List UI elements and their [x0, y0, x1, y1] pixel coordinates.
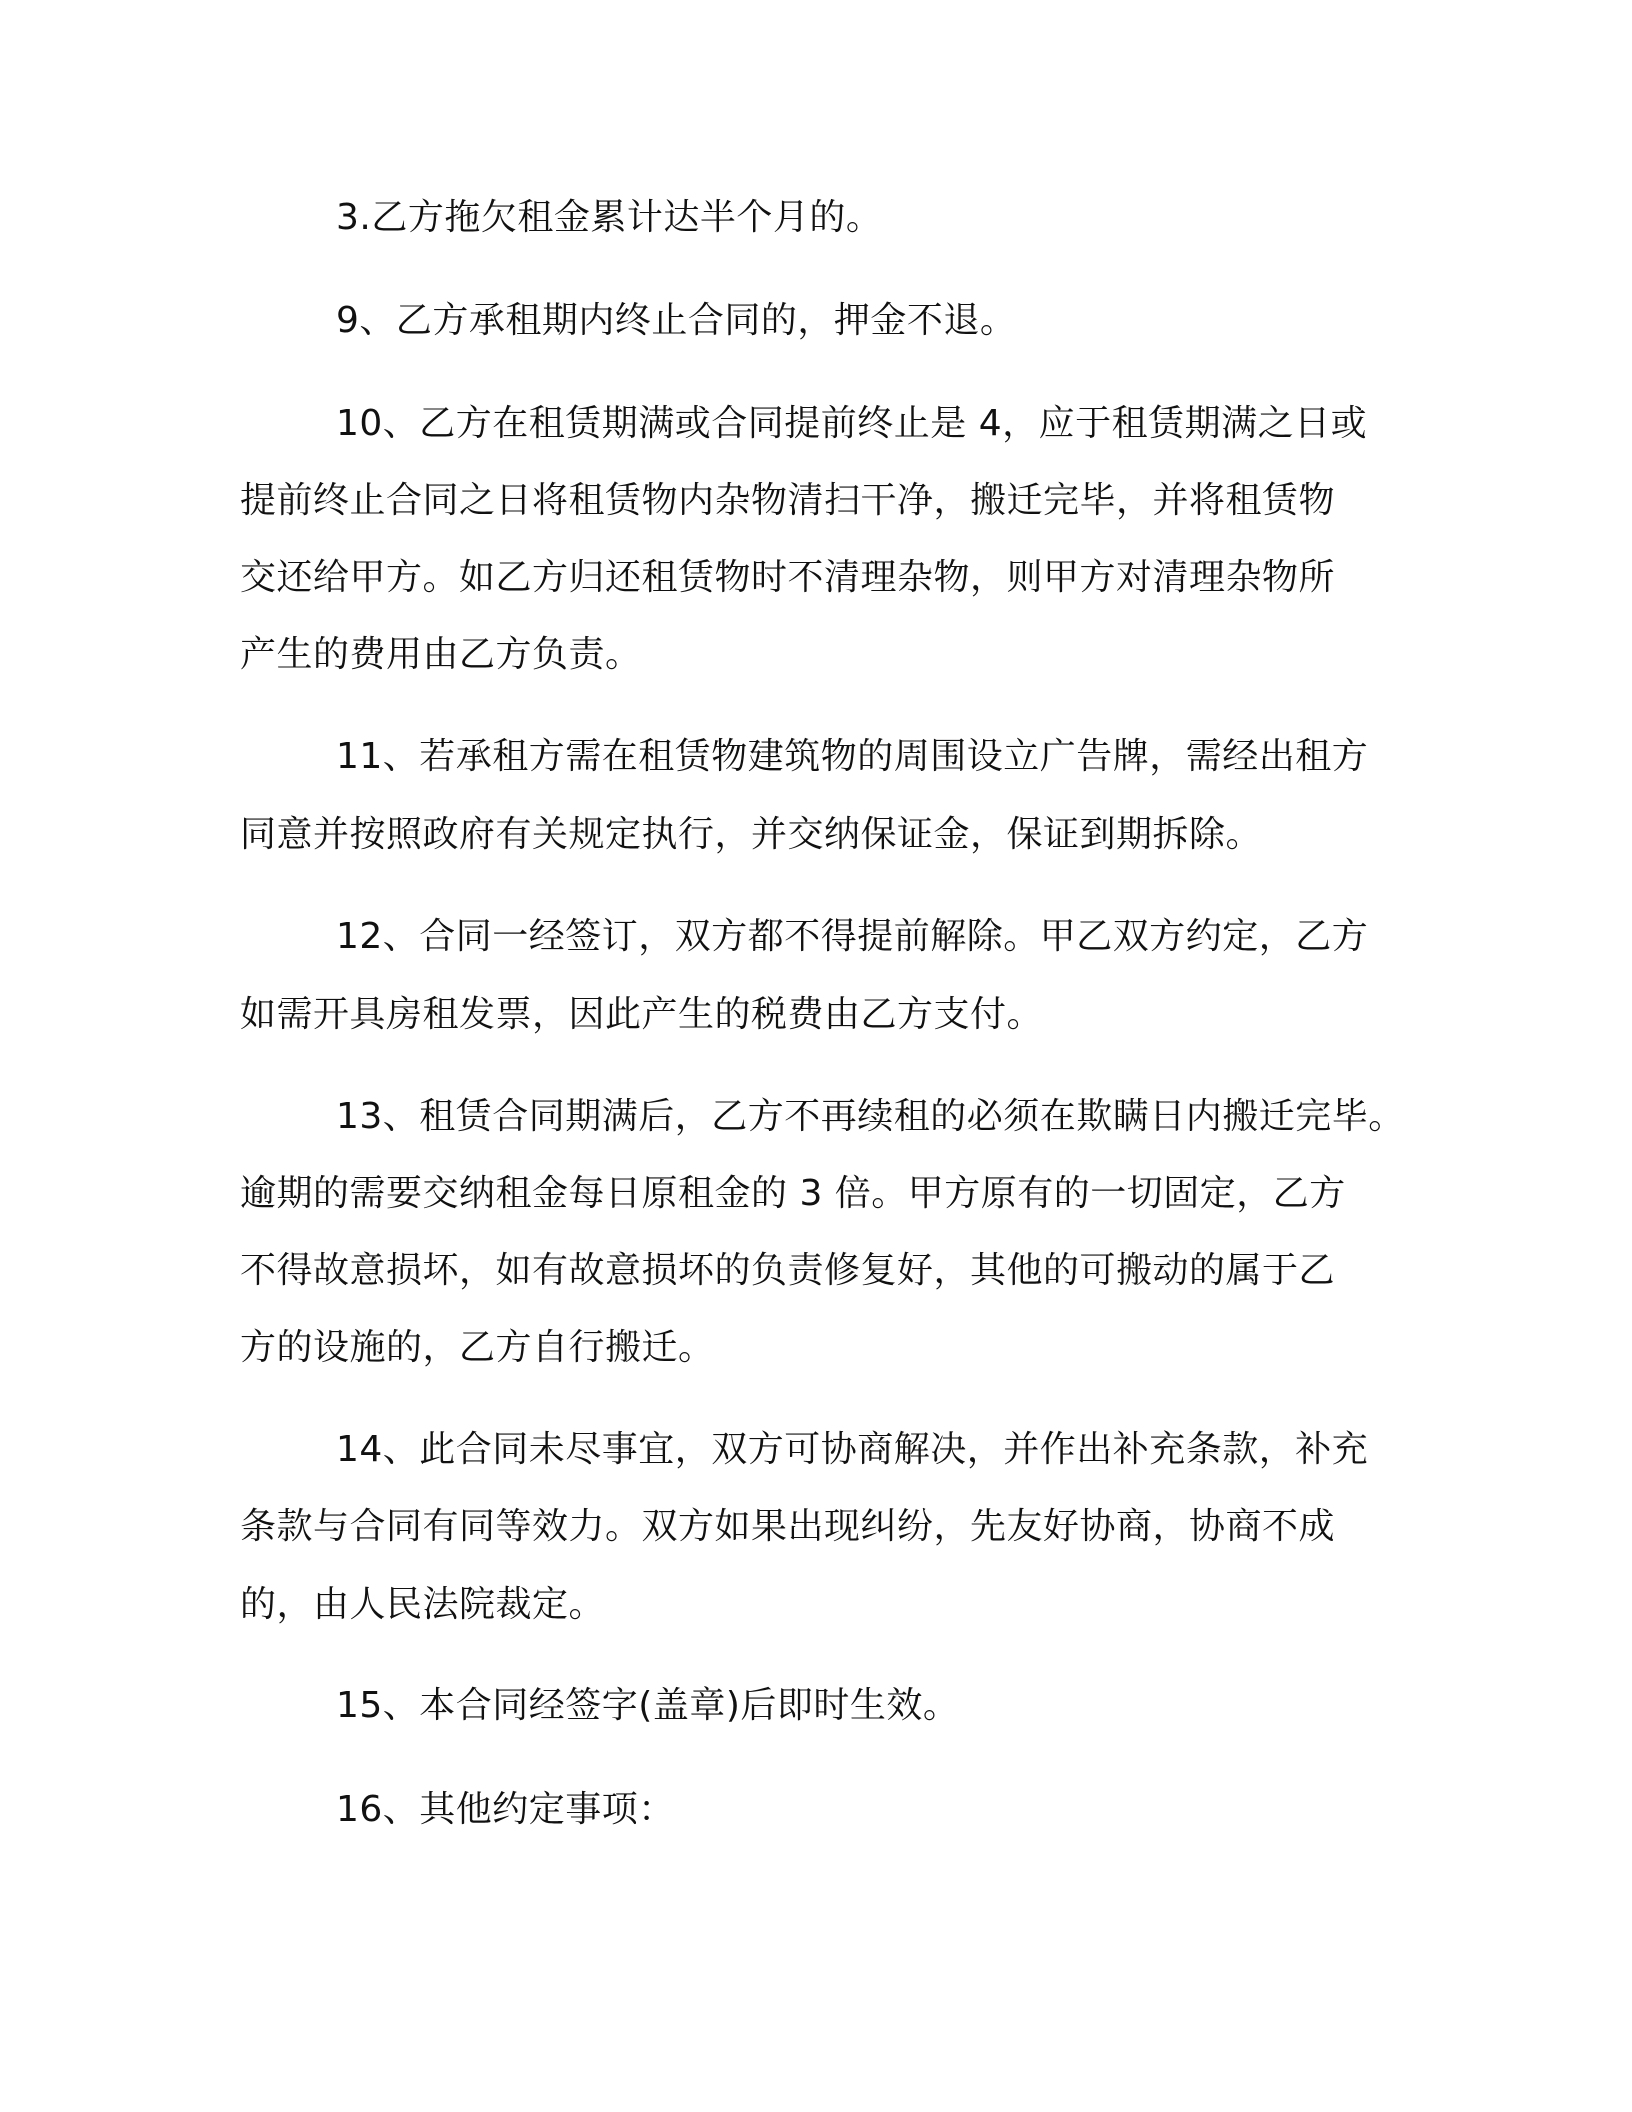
clause-10-line-2: 提前终止合同之日将租赁物内杂物清扫干净，搬迁完毕，并将租赁物 [240, 480, 1336, 521]
clause-11-line-2: 同意并按照政府有关规定执行，并交纳保证金，保证到期拆除。 [240, 814, 1263, 855]
clause-12-line-2: 如需开具房租发票，因此产生的税费由乙方支付。 [240, 994, 1044, 1035]
clause-13-line-1: 13、租赁合同期满后，乙方不再续租的必须在欺瞒日内搬迁完毕。 [336, 1096, 1405, 1137]
clause-10-line-1: 10、乙方在租赁期满或合同提前终止是 4，应于租赁期满之日或 [336, 403, 1368, 444]
clause-12-line-1: 12、合同一经签订，双方都不得提前解除。甲乙双方约定，乙方 [336, 916, 1369, 957]
clause-13-line-4: 方的设施的，乙方自行搬迁。 [240, 1327, 715, 1368]
clause-14-line-2: 条款与合同有同等效力。双方如果出现纠纷，先友好协商，协商不成 [240, 1506, 1336, 1547]
clause-14-line-3: 的，由人民法院裁定。 [240, 1584, 606, 1625]
clause-10-line-4: 产生的费用由乙方负责。 [240, 634, 642, 675]
clause-3-line: 3.乙方拖欠租金累计达半个月的。 [336, 197, 883, 238]
clause-16-line: 16、其他约定事项： [336, 1789, 675, 1830]
clause-14-line-1: 14、此合同未尽事宜，双方可协商解决，并作出补充条款，补充 [336, 1429, 1369, 1470]
clause-9-line: 9、乙方承租期内终止合同的，押金不退。 [336, 300, 1017, 341]
clause-10-line-3: 交还给甲方。如乙方归还租赁物时不清理杂物，则甲方对清理杂物所 [240, 557, 1336, 598]
clause-11-line-1: 11、若承租方需在租赁物建筑物的周围设立广告牌，需经出租方 [336, 736, 1369, 777]
clause-13-line-2: 逾期的需要交纳租金每日原租金的 3 倍。甲方原有的一切固定，乙方 [240, 1173, 1346, 1214]
clause-13-line-3: 不得故意损坏，如有故意损坏的负责修复好，其他的可搬动的属于乙 [240, 1250, 1336, 1291]
clause-15-line: 15、本合同经签字(盖章)后即时生效。 [336, 1685, 960, 1726]
